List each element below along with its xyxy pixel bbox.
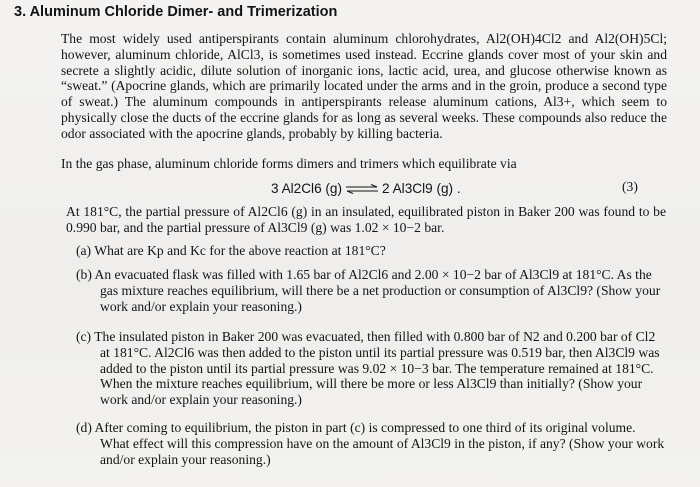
- part-b-label: (b): [76, 267, 92, 282]
- part-a: [76, 243, 666, 259]
- part-c-label: (c): [76, 329, 92, 344]
- part-c: [76, 329, 666, 408]
- part-d-label: (d): [76, 420, 92, 435]
- part-d-text: After coming to equilibrium, the piston in part (c) is compressed to one third of its original volume. What effect will this compression have on the amount of Al3Cl9 in the piston, if any? (Show your work and/or explain your reasoning.): [94, 420, 665, 467]
- problem-heading: 3. Aluminum Chloride Dimer- and Trimerization: [14, 4, 338, 20]
- part-c-text: The insulated piston in Baker 200 was evacuated, then filled with 0.800 bar of N2 and 0.200 bar of Cl2 at 181°C. Al2Cl6 was then added to the piston until its partial pressure was 0.519 bar, then Al3Cl9 was added to the piston until its partial pressure was 9.02 × 10−3 bar. The temperature remained at 181°C. When the mixture reaches equilibrium, will there be more or less Al3Cl9 than initially? (Show your work and/or explain your reasoning.): [94, 329, 660, 408]
- part-a-text: What are Kp and Kc for the above reaction at 181°C?: [94, 243, 386, 258]
- part-a-label: (a): [76, 243, 92, 258]
- part-d: [76, 420, 666, 467]
- gas-phase-sentence: In the gas phase, aluminum chloride forms dimers and trimers which equilibrate via: [61, 156, 517, 171]
- part-b-text: An evacuated flask was filled with 1.65 bar of Al2Cl6 and 2.00 × 10−2 bar of Al3Cl9 at 181°C. As the gas mixture reaches equilibrium, will there be a net production or consumption of Al3Cl9? (Show your work and/or explain your reasoning.): [94, 267, 661, 314]
- setup-paragraph: At 181°C, the partial pressure of Al2Cl6 (g) in an insulated, equilibrated piston in Baker 200 was found to be 0.990 bar, and the partial pressure of Al3Cl9 (g) was 1.02 × 10−2 bar.: [66, 204, 666, 235]
- equilibrium-equation: [271, 181, 461, 196]
- equilibrium-arrow-icon: [345, 184, 379, 194]
- equation-reactants: 3 Al2Cl6 (g): [271, 181, 343, 196]
- part-b: [76, 267, 666, 314]
- equation-products: 2 Al3Cl9 (g) .: [382, 181, 461, 196]
- intro-paragraph: The most widely used antiperspirants contain aluminum chlorohydrates, Al2(OH)4Cl2 and Al2(OH)5Cl; however, aluminum chloride, AlCl3, is sometimes used instead. Eccrine glands cover most of your skin and secrete a slightly acidic, dilute solution of inorganic ions, lactic acid, urea, and glucose otherwise known as “sweat.” (Apocrine glands, which are primarily located under the arms and in the groin, produce a second type of sweat.) The aluminum compounds in antiperspirants release aluminum cations, Al3+, which seem to physically close the ducts of the eccrine glands for as long as several weeks. These compounds also reduce the odor associated with the apocrine glands, probably by killing bacteria.: [61, 31, 667, 141]
- equation-number: (3): [622, 179, 638, 194]
